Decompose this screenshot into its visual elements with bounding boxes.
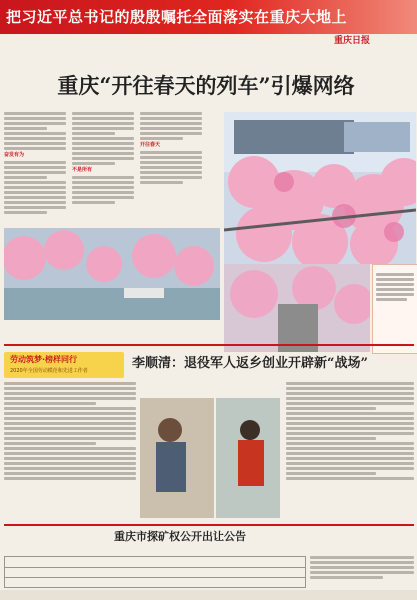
section-subhead: 奋发有为	[4, 152, 25, 158]
river-blossom-photo	[4, 228, 220, 320]
masthead-logo: 重庆日报	[334, 36, 371, 46]
main-headline: 重庆“开往春天的列车”引爆网络	[57, 73, 355, 98]
section-subhead: 不是所有	[72, 167, 93, 173]
section-subhead: 开往春天	[140, 142, 161, 148]
second-story-text	[4, 382, 136, 522]
notice-text	[310, 556, 414, 586]
feature-badge-subtitle: 2020年全国劳动模范和先进工作者	[10, 368, 88, 374]
notice-table	[4, 556, 306, 588]
section-divider	[4, 344, 414, 346]
side-commentary-box	[372, 264, 417, 354]
second-headline: 李顺清：退役军人返乡创业开辟新“战场”	[132, 356, 368, 371]
worker-photo	[140, 398, 214, 518]
second-story-text-right	[286, 382, 414, 522]
stairs-blossom-photo	[224, 264, 370, 352]
feature-badge-title: 劳动筑梦·榜样同行	[10, 355, 78, 364]
notice-title: 重庆市探矿权公开出让公告	[114, 530, 246, 543]
banner-title: 把习近平总书记的殷殷嘱托全面落实在重庆大地上	[6, 8, 348, 26]
volunteer-photo	[216, 398, 280, 518]
page-footer	[0, 590, 417, 600]
cherry-blossom-train-photo	[224, 112, 416, 264]
